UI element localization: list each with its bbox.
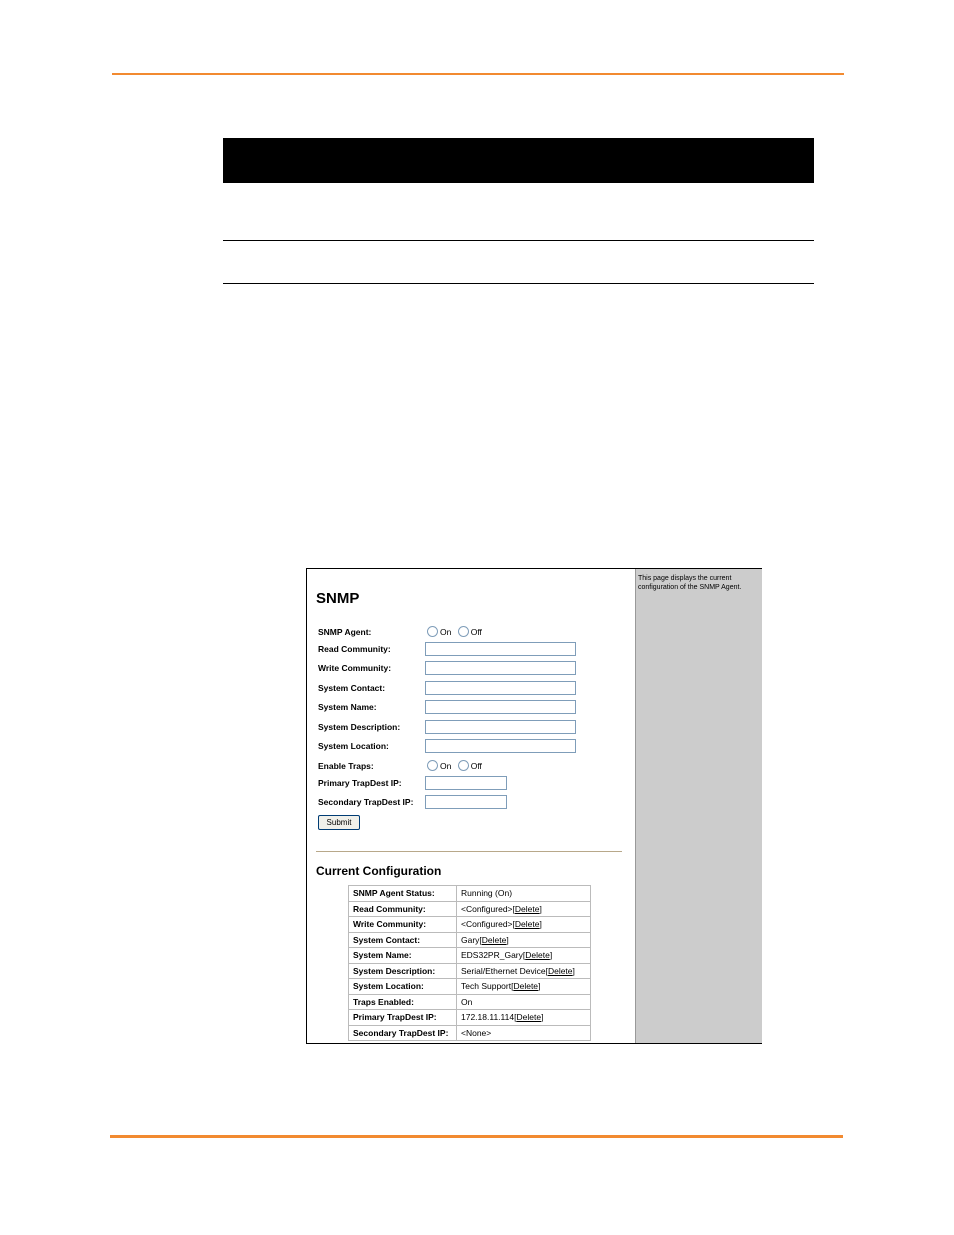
radio-on-label: On: [440, 761, 452, 771]
bracket: ]: [506, 934, 509, 945]
config-value: Gary: [461, 934, 480, 945]
config-value-cell: [457, 932, 591, 948]
delete-link[interactable]: Delete: [514, 903, 540, 914]
table-row: [349, 932, 591, 948]
write-community-label: Write Community:: [318, 663, 392, 673]
system-location-input[interactable]: [425, 739, 576, 753]
enable-traps-label: Enable Traps:: [318, 761, 374, 771]
config-value: 172.18.11.114: [461, 1012, 515, 1023]
footer-rule: [110, 1135, 843, 1138]
system-location-label: System Location:: [318, 741, 389, 751]
bracket: ]: [539, 919, 542, 930]
system-description-label: System Description:: [318, 722, 401, 732]
secondary-trapdest-label: Secondary TrapDest IP:: [318, 797, 414, 807]
bracket: [: [511, 981, 514, 992]
snmp-agent-label: SNMP Agent:: [318, 627, 372, 637]
bracket: [: [479, 934, 482, 945]
system-name-input[interactable]: [425, 700, 576, 714]
primary-trapdest-label: Primary TrapDest IP:: [318, 778, 402, 788]
config-value-cell: [457, 994, 591, 1010]
config-key: SNMP Agent Status:: [349, 886, 457, 902]
bracket: [: [514, 1012, 517, 1023]
table-row: [349, 917, 591, 933]
submit-button[interactable]: Submit: [318, 815, 360, 830]
config-value: Tech Support: [461, 981, 512, 992]
table-row: [349, 963, 591, 979]
config-value: <Configured>: [461, 919, 513, 930]
config-value-cell: [457, 1025, 591, 1041]
config-value: Serial/Ethernet Device: [461, 965, 546, 976]
bracket: [: [512, 919, 515, 930]
delete-link[interactable]: Delete: [547, 965, 573, 976]
config-value-cell: [457, 901, 591, 917]
bracket: [: [512, 903, 515, 914]
snmp-agent-on-radio[interactable]: [427, 626, 438, 637]
delete-link[interactable]: Delete: [481, 934, 507, 945]
config-key: System Contact:: [349, 932, 457, 948]
table-row: [349, 948, 591, 964]
current-configuration-title: Current Configuration: [316, 864, 442, 878]
current-configuration-table: [348, 885, 591, 1041]
section-header-bar: [223, 138, 814, 183]
table-row: [349, 1010, 591, 1026]
config-value-cell: [457, 948, 591, 964]
config-value-cell: [457, 979, 591, 995]
bracket: [: [522, 950, 526, 961]
write-community-input[interactable]: [425, 661, 576, 675]
config-value: <None>: [461, 1027, 492, 1038]
config-value-cell: [457, 917, 591, 933]
system-name-label: System Name:: [318, 702, 377, 712]
enable-traps-off-radio[interactable]: [458, 760, 469, 771]
page-title: SNMP: [316, 590, 360, 607]
table-row: [349, 886, 591, 902]
divider-line: [223, 283, 814, 284]
table-row: [349, 1025, 591, 1041]
primary-trapdest-input[interactable]: [425, 776, 507, 790]
radio-off-label: Off: [470, 761, 482, 771]
table-row: [349, 994, 591, 1010]
config-value: Running (On): [461, 888, 513, 899]
config-value-cell: [457, 886, 591, 902]
config-key: System Location:: [349, 979, 457, 995]
header-rule: [112, 73, 844, 75]
table-row: [349, 901, 591, 917]
bracket: ]: [538, 981, 541, 992]
delete-link[interactable]: Delete: [525, 950, 550, 961]
system-description-input[interactable]: [425, 720, 576, 734]
config-key: System Name:: [349, 948, 457, 964]
config-value-cell: [457, 963, 591, 979]
config-key: Primary TrapDest IP:: [349, 1010, 457, 1026]
table-row: [349, 979, 591, 995]
delete-link[interactable]: Delete: [514, 919, 540, 930]
delete-link[interactable]: Delete: [513, 981, 539, 992]
system-contact-label: System Contact:: [318, 683, 386, 693]
config-key: Secondary TrapDest IP:: [349, 1025, 457, 1041]
config-key: Read Community:: [349, 901, 457, 917]
system-contact-input[interactable]: [425, 681, 576, 695]
secondary-trapdest-input[interactable]: [425, 795, 507, 809]
read-community-label: Read Community:: [318, 644, 391, 654]
snmp-agent-off-radio[interactable]: [458, 626, 469, 637]
section-divider: [316, 851, 622, 852]
config-value: <Configured>: [461, 903, 513, 914]
delete-link[interactable]: Delete: [516, 1012, 542, 1023]
config-value: On: [461, 996, 473, 1007]
bracket: ]: [572, 965, 575, 976]
read-community-input[interactable]: [425, 642, 576, 656]
snmp-screenshot: [306, 568, 762, 1044]
config-key: System Description:: [349, 963, 457, 979]
radio-on-label: On: [440, 627, 452, 637]
radio-off-label: Off: [470, 627, 482, 637]
bracket: ]: [541, 1012, 544, 1023]
config-key: Write Community:: [349, 917, 457, 933]
bracket: [: [545, 965, 548, 976]
help-text: This page displays the current configuration of the SNMP Agent.: [638, 575, 742, 591]
bracket: ]: [539, 903, 542, 914]
bracket: ]: [549, 950, 553, 961]
config-value: EDS32PR_Gary: [461, 950, 523, 961]
divider-line: [223, 240, 814, 241]
enable-traps-on-radio[interactable]: [427, 760, 438, 771]
config-value-cell: [457, 1010, 591, 1026]
help-sidebar: [635, 569, 762, 1043]
config-key: Traps Enabled:: [349, 994, 457, 1010]
